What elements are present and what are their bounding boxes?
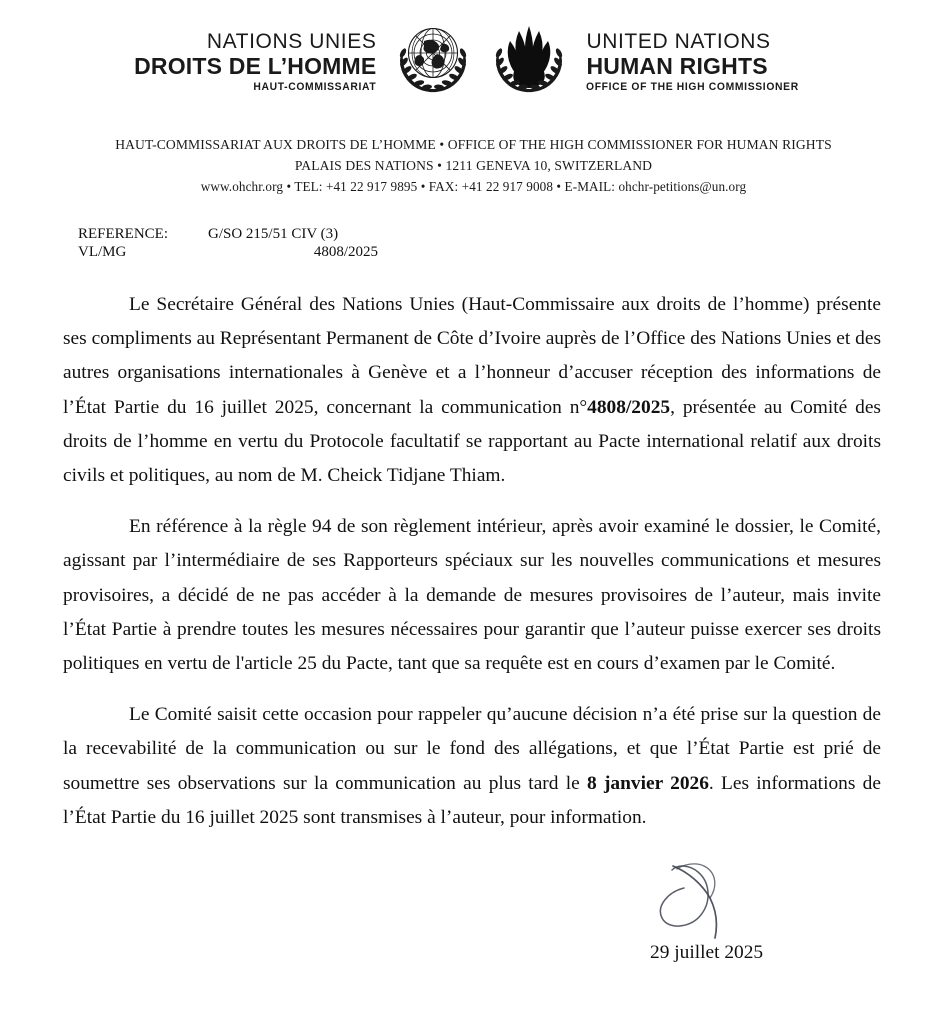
un-globe-laurel-icon	[390, 22, 476, 101]
ohchr-flame-laurel-icon	[486, 22, 572, 101]
logo-text-english	[572, 31, 812, 93]
reference-block	[78, 226, 384, 261]
address-line-contact: www.ohchr.org • TEL: +41 22 917 9895 • FAX: +41 22 917 9008 • E-MAIL: ohchr-petitions@un.org	[200, 179, 747, 194]
reference-row-1	[78, 226, 384, 244]
address-line-office: HAUT-COMMISSARIAT AUX DROITS DE L’HOMME • OFFICE OF THE HIGH COMMISSIONER FOR HUMAN RIGHTS	[115, 137, 832, 152]
reference-initials: VL/MG	[78, 243, 127, 260]
emblems-group	[390, 22, 572, 101]
letterhead	[0, 22, 947, 101]
communication-number: 4808/2025	[587, 396, 671, 418]
paragraph-3-text-b: . Les informations de l’État Partie du 16 juillet 2025 sont transmises à l’auteur, pour information.	[63, 772, 881, 828]
paragraph-1	[63, 288, 881, 493]
logo-text-french	[134, 31, 390, 93]
logo-english-line1: UNITED NATIONS	[586, 29, 771, 53]
signature-date: 29 juillet 2025	[650, 942, 764, 963]
reference-row-2	[78, 244, 384, 262]
reference-value: G/SO 215/51 CIV (3)	[208, 226, 339, 242]
paragraph-3	[63, 698, 881, 835]
address-block	[0, 134, 947, 197]
paragraph-3-text-a: Le Comité saisit cette occasion pour rappeler qu’aucune décision n’a été prise sur la question de la recevabilité de la communication ou sur le fond des allégations, et que l’État Partie est prié de soumettre ses observations sur la communication au plus tard le	[63, 704, 881, 794]
signature-mark	[640, 858, 780, 950]
reference-label: REFERENCE:	[78, 226, 169, 242]
deadline-date: 8 janvier 2026	[587, 772, 709, 794]
logo-french-line1: NATIONS UNIES	[206, 29, 377, 53]
address-line-location: PALAIS DES NATIONS • 1211 GENEVA 10, SWITZERLAND	[294, 158, 653, 173]
logo-french-line2: DROITS DE L’HOMME	[134, 52, 377, 79]
paragraph-1-text-b: , présentée au Comité des droits de l’homme en vertu du Protocole facultatif se rapportant au Pacte international relatif aux droits civils et politiques, au nom de M. Cheick Tidjane Thiam.	[63, 396, 881, 487]
reference-case-number: 4808/2025	[313, 243, 378, 260]
logo-english-line3: OFFICE OF THE HIGH COMMISSIONER	[586, 80, 800, 93]
paragraph-1-text-a: Le Secrétaire Général des Nations Unies (Haut-Commissaire aux droits de l’homme) présente ses compliments au Représentant Permanent de Côte d’Ivoire auprès de l’Office des Nations Unies et des autres organisations internationales à Genève et a l’honneur d’accuser réception des informations de l’État Partie du 16 juillet 2025, concernant la communication n°	[63, 294, 881, 418]
logo-english-line2: HUMAN RIGHTS	[586, 52, 768, 79]
letter-body	[63, 288, 881, 852]
paragraph-2: En référence à la règle 94 de son règlement intérieur, après avoir examiné le dossier, le Comité, agissant par l’intermédiaire de ses Rapporteurs spéciaux sur les nouvelles communications et mesures provisoires, a décidé de ne pas accéder à la demande de mesures provisoires de l’auteur, mais invite l’État Partie à prendre toutes les mesures nécessaires pour garantir que l’auteur puisse exercer ses droits politiques en vertu de l'article 25 du Pacte, tant que sa requête est en cours d’examen par le Comité.	[63, 516, 881, 675]
logo-french-line3: HAUT-COMMISSARIAT	[253, 80, 377, 93]
